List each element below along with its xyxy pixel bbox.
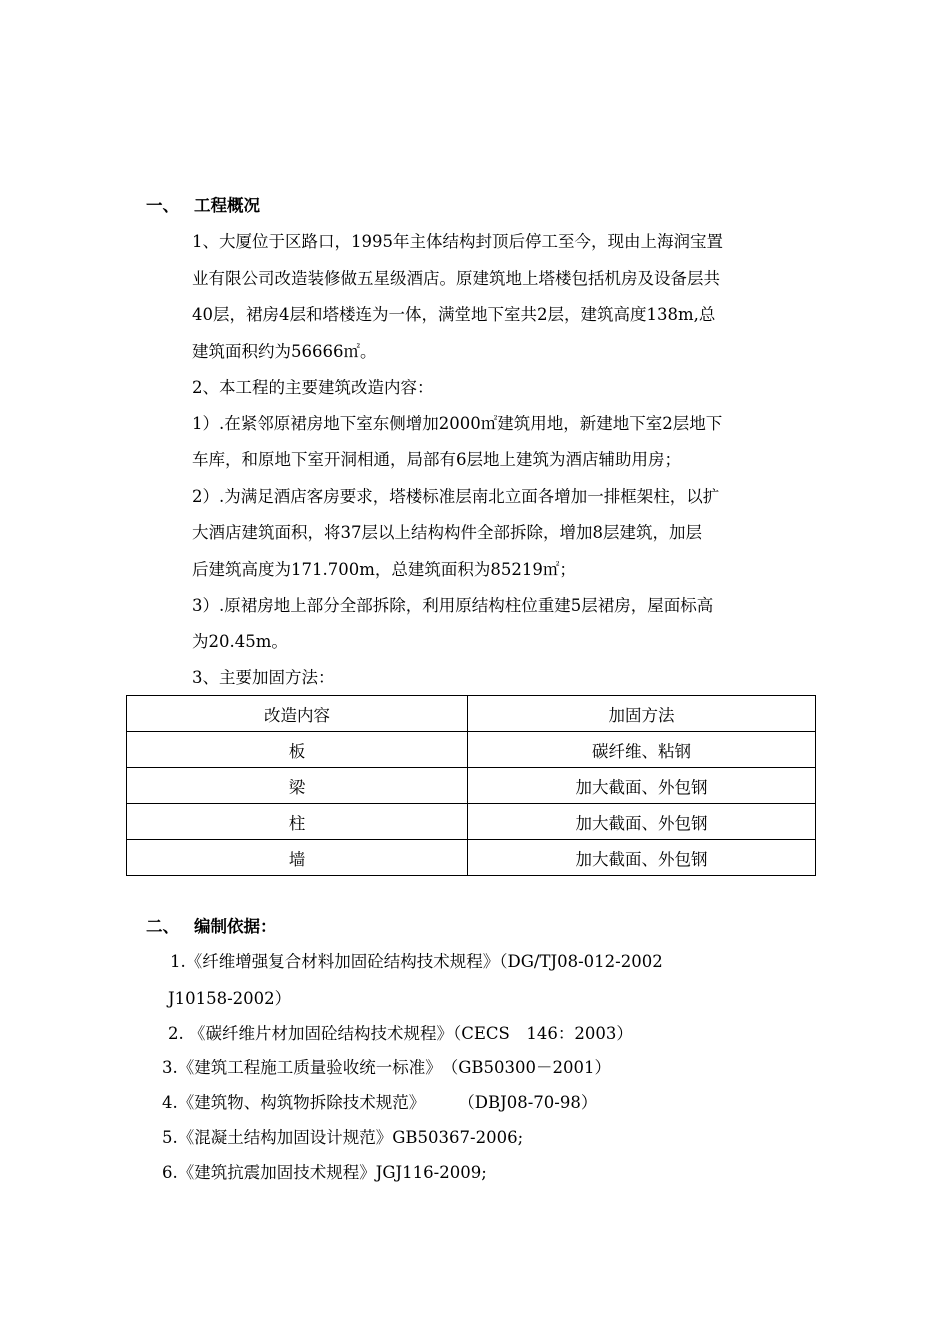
- reference-item: 5.《混凝土结构加固设计规范》GB50367-2006;: [162, 1128, 524, 1147]
- table-cell: 加大截面、外包钢: [468, 840, 816, 876]
- list-item-line: 1）.在紧邻原裙房地下室东侧增加2000㎡建筑用地，新建地下室2层地下: [192, 414, 723, 433]
- paragraph-line: 3、主要加固方法：: [192, 668, 335, 687]
- reference-item: 4.《建筑物、构筑物拆除技术规范》 （DBJ08-70-98）: [162, 1093, 598, 1112]
- reference-item: 1.《纤维增强复合材料加固砼结构技术规程》（DG/TJ08-012-2002: [170, 952, 663, 971]
- section-title: 编制依据：: [194, 917, 277, 936]
- table-cell: 碳纤维、粘钢: [468, 732, 816, 768]
- paragraph-line: 2、本工程的主要建筑改造内容：: [192, 378, 434, 397]
- reinforcement-methods-table: [126, 695, 816, 876]
- list-item-line: 3）.原裙房地上部分全部拆除，利用原结构柱位重建5层裙房，屋面标高: [192, 596, 714, 615]
- table-row: [127, 804, 816, 840]
- section-number: 一、: [146, 196, 179, 215]
- reference-item: 2. 《碳纤维片材加固砼结构技术规程》（CECS 146：2003）: [168, 1024, 633, 1043]
- reference-item: 3.《建筑工程施工质量验收统一标准》 （GB50300－2001）: [162, 1058, 612, 1077]
- paragraph-line: 业有限公司改造装修做五星级酒店。原建筑地上塔楼包括机房及设备层共: [192, 269, 720, 288]
- section-number: 二、: [146, 917, 179, 936]
- section-heading-basis: [146, 917, 277, 937]
- paragraph-line: 40层，裙房4层和塔楼连为一体，满堂地下室共2层，建筑高度138m,总: [192, 305, 716, 324]
- list-item-line: 车库，和原地下室开洞相通，局部有6层地上建筑为酒店辅助用房；: [192, 450, 681, 469]
- table-cell: 梁: [127, 768, 468, 804]
- section-title: 工程概况: [194, 196, 260, 215]
- list-item-line: 为20.45m。: [192, 632, 288, 651]
- paragraph-line: 1、大厦位于区路口，1995年主体结构封顶后停工至今，现由上海润宝置: [192, 232, 723, 251]
- section-heading-overview: [146, 196, 260, 216]
- table-cell: 墙: [127, 840, 468, 876]
- table-cell: 加大截面、外包钢: [468, 804, 816, 840]
- table-header-row: [127, 696, 816, 732]
- paragraph-line: 建筑面积约为56666㎡。: [192, 342, 377, 361]
- table-row: [127, 768, 816, 804]
- list-item-line: 后建筑高度为171.700m，总建筑面积为85219㎡；: [192, 560, 576, 579]
- reference-item: 6.《建筑抗震加固技术规程》JGJ116-2009;: [162, 1163, 487, 1182]
- list-item-line: 大酒店建筑面积，将37层以上结构构件全部拆除，增加8层建筑，加层: [192, 523, 702, 542]
- table-row: [127, 732, 816, 768]
- table-cell: 板: [127, 732, 468, 768]
- table-cell: 加大截面、外包钢: [468, 768, 816, 804]
- table-header-cell: 改造内容: [127, 696, 468, 732]
- table-row: [127, 840, 816, 876]
- table-cell: 柱: [127, 804, 468, 840]
- table-header-cell: 加固方法: [468, 696, 816, 732]
- reference-item: J10158-2002）: [168, 989, 292, 1008]
- list-item-line: 2）.为满足酒店客房要求，塔楼标准层南北立面各增加一排框架柱，以扩: [192, 487, 720, 506]
